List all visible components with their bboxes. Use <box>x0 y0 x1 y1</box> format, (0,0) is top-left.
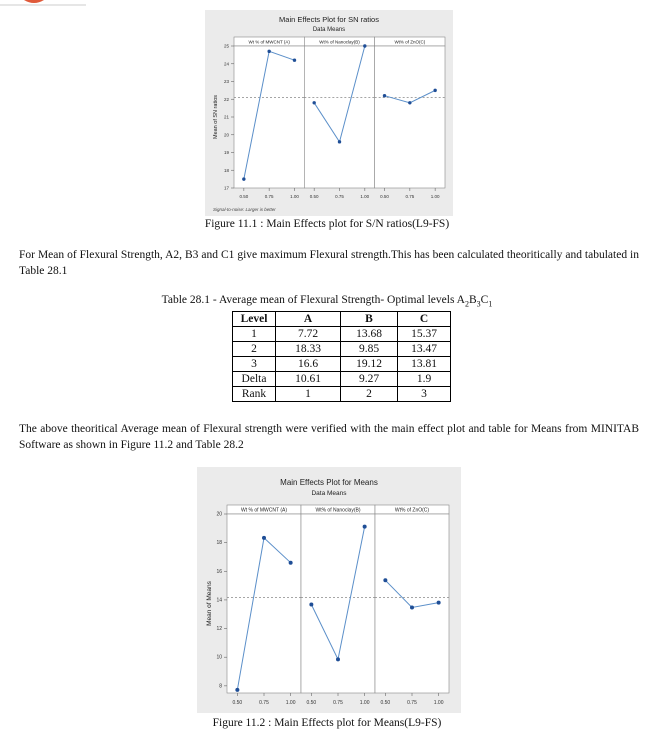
y-tick-label: 20 <box>223 132 229 138</box>
cell-a: 18.33 <box>276 342 341 357</box>
cell-c: 13.47 <box>398 342 451 357</box>
cell-level: Delta <box>233 372 276 387</box>
x-tick-label: 0.50 <box>380 194 389 199</box>
panel-plot-area <box>234 46 304 188</box>
cell-a: 7.72 <box>276 327 341 342</box>
y-axis-label: Mean of Means <box>206 581 213 626</box>
chart-title: Main Effects Plot for Means <box>280 478 378 487</box>
y-tick-label: 23 <box>223 79 229 84</box>
y-axis-label: Mean of SN ratios <box>213 94 219 140</box>
cell-b: 13.68 <box>341 327 398 342</box>
x-tick-label: 1.00 <box>359 700 370 706</box>
data-point <box>408 101 411 104</box>
y-tick-label: 18 <box>216 540 222 547</box>
cell-level: Rank <box>233 387 276 402</box>
y-tick-label: 16 <box>216 568 222 575</box>
data-point <box>289 561 293 565</box>
data-point <box>336 657 340 661</box>
figure-means <box>197 467 461 713</box>
y-tick-label: 8 <box>219 683 222 690</box>
table-row <box>233 387 451 402</box>
results-table <box>232 311 451 402</box>
data-point <box>338 140 341 143</box>
x-tick-label: 0.75 <box>264 194 274 199</box>
table-row <box>233 372 451 387</box>
x-tick-label: 0.75 <box>333 700 343 706</box>
data-point <box>267 50 270 53</box>
cell-c: 15.37 <box>398 327 451 342</box>
data-point <box>410 606 414 610</box>
y-tick-label: 12 <box>216 626 222 633</box>
x-tick-label: 0.75 <box>405 194 415 199</box>
panel-plot-area <box>375 46 445 188</box>
table-caption: Table 28.1 - Average mean of Flexural Strength- Optimal levels $A_2B_3C_1$ <box>161 294 493 309</box>
y-tick-label: 18 <box>223 167 229 173</box>
panel-plot-area <box>304 46 374 188</box>
table-row <box>233 342 451 357</box>
x-tick-label: 0.75 <box>407 700 417 706</box>
table-row <box>233 327 451 342</box>
x-tick-label: 1.00 <box>430 194 440 199</box>
panel-header-label: Wt% of Nanoclay(B) <box>315 507 361 514</box>
data-point <box>433 89 436 92</box>
chart-footnote: Signal-to-noise: Larger is better <box>213 207 276 212</box>
y-tick-label: 20 <box>216 511 222 518</box>
table-header-row <box>233 312 451 327</box>
x-tick-label: 1.00 <box>285 700 296 706</box>
y-tick-label: 25 <box>223 43 229 49</box>
chart-subtitle: Data Means <box>312 27 346 33</box>
chart-means <box>197 467 461 713</box>
paragraph-2: The above theoritical Average mean of Flexural strength were verified with the main effect plot and table for Means from MINITAB Software as shown in Figure 11.2 and Table 28.2 <box>19 423 639 451</box>
cell-c: 3 <box>398 387 451 402</box>
table-row <box>233 357 451 372</box>
cell-a: 10.61 <box>276 372 341 387</box>
header-level: Level <box>233 312 276 327</box>
data-point <box>312 101 315 104</box>
header-b: B <box>341 312 398 327</box>
x-tick-label: 1.00 <box>433 700 444 706</box>
header-c: C <box>398 312 451 327</box>
panel-header-label: Wt % of MWCNT (A) <box>248 39 290 45</box>
x-tick-label: 0.50 <box>306 700 317 706</box>
panel-plot-area <box>227 514 301 693</box>
figure-sn-ratios <box>205 10 453 216</box>
data-point <box>437 601 441 605</box>
y-tick-label: 24 <box>223 61 229 67</box>
y-tick-label: 17 <box>223 185 229 191</box>
data-point <box>383 578 387 582</box>
panel-header-label: Wt% of ZnO(C) <box>394 507 430 514</box>
cell-b: 2 <box>341 387 398 402</box>
cell-a: 16.6 <box>276 357 341 372</box>
data-point <box>242 177 245 180</box>
x-tick-label: 0.50 <box>239 194 249 199</box>
figure-caption-1: Figure 11.1 : Main Effects plot for S/N ratios(L9-FS) <box>204 218 450 230</box>
panel-header-label: Wt % of MWCNT (A) <box>240 507 288 514</box>
y-tick-label: 14 <box>216 597 222 604</box>
data-point <box>293 59 296 62</box>
y-tick-label: 10 <box>216 654 222 661</box>
figure-caption-2: Figure 11.2 : Main Effects plot for Means(L9-FS) <box>212 717 442 729</box>
data-point <box>363 525 367 529</box>
x-tick-label: 0.50 <box>380 700 391 706</box>
panel-header-label: Wt% of Nanoclay(B) <box>319 39 360 45</box>
data-point <box>235 688 239 692</box>
cell-b: 9.27 <box>341 372 398 387</box>
y-tick-label: 19 <box>223 150 229 155</box>
chart-title: Main Effects Plot for SN ratios <box>279 15 379 24</box>
chart-subtitle: Data Means <box>311 490 347 497</box>
x-tick-label: 1.00 <box>360 194 370 199</box>
cell-level: 2 <box>233 342 276 357</box>
cell-c: 13.81 <box>398 357 451 372</box>
cell-level: 1 <box>233 327 276 342</box>
y-tick-label: 22 <box>223 96 229 102</box>
panel-header-label: Wt% of ZnO(C) <box>394 39 426 45</box>
cell-b: 19.12 <box>341 357 398 372</box>
data-point <box>309 603 313 607</box>
x-tick-label: 0.50 <box>309 194 319 199</box>
x-tick-label: 1.00 <box>290 194 299 199</box>
logo-fragment <box>0 0 86 6</box>
cell-c: 1.9 <box>398 372 451 387</box>
data-point <box>262 536 266 540</box>
y-tick-label: 21 <box>223 114 229 120</box>
header-a: A <box>276 312 341 327</box>
x-tick-label: 0.75 <box>259 700 269 706</box>
chart-sn-ratios <box>205 10 453 216</box>
x-tick-label: 0.50 <box>232 700 243 706</box>
cell-a: 1 <box>276 387 341 402</box>
cell-b: 9.85 <box>341 342 398 357</box>
paragraph-1: For Mean of Flexural Strength, A2, B3 and C1 give maximum Flexural strength.This has been calculated theoritically and tabulated in Table 28.1 <box>19 249 639 277</box>
data-point <box>363 44 366 47</box>
x-tick-label: 0.75 <box>335 194 344 199</box>
cell-level: 3 <box>233 357 276 372</box>
data-point <box>383 94 386 97</box>
